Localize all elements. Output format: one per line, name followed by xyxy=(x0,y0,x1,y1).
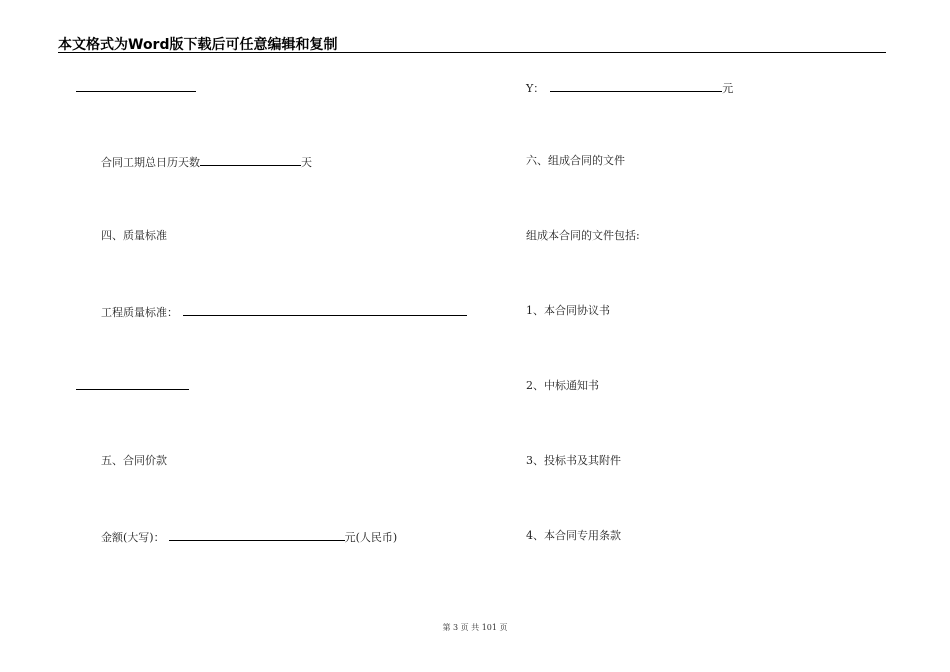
section-4-heading: 四、质量标准 xyxy=(101,229,167,242)
page-number: 第 3 页 共 101 页 xyxy=(442,623,508,632)
total-days-label: 合同工期总日历天数 xyxy=(101,156,200,169)
blank-line xyxy=(76,389,189,390)
doc-item: 1、本合同协议书 xyxy=(526,304,610,317)
amount-unit: 元(人民币) xyxy=(344,531,398,544)
section-5-heading: 五、合同价款 xyxy=(101,454,167,467)
yen-blank xyxy=(550,80,722,92)
quality-standard-field xyxy=(101,304,467,320)
total-days-unit: 天 xyxy=(301,156,312,169)
yen-label: Y： xyxy=(526,82,545,95)
blank-line xyxy=(76,91,196,92)
amount-label: 金额(大写)： xyxy=(101,531,165,544)
document-header-title: 本文格式为Word版下载后可任意编辑和复制 xyxy=(58,37,338,53)
header-divider xyxy=(58,52,886,53)
amount-blank xyxy=(169,529,345,541)
quality-standard-blank xyxy=(183,304,467,316)
quality-standard-label: 工程质量标准： xyxy=(101,306,178,319)
amount-field xyxy=(101,529,397,545)
doc-item: 2、中标通知书 xyxy=(526,379,599,392)
total-days-field xyxy=(101,154,312,170)
doc-item: 4、本合同专用条款 xyxy=(526,529,621,542)
contract-docs-intro: 组成本合同的文件包括: xyxy=(526,229,640,242)
doc-item: 3、投标书及其附件 xyxy=(526,454,621,467)
yen-field xyxy=(526,80,733,96)
total-days-blank xyxy=(200,154,301,166)
section-6-heading: 六、组成合同的文件 xyxy=(526,154,625,167)
yen-unit: 元 xyxy=(722,82,734,95)
